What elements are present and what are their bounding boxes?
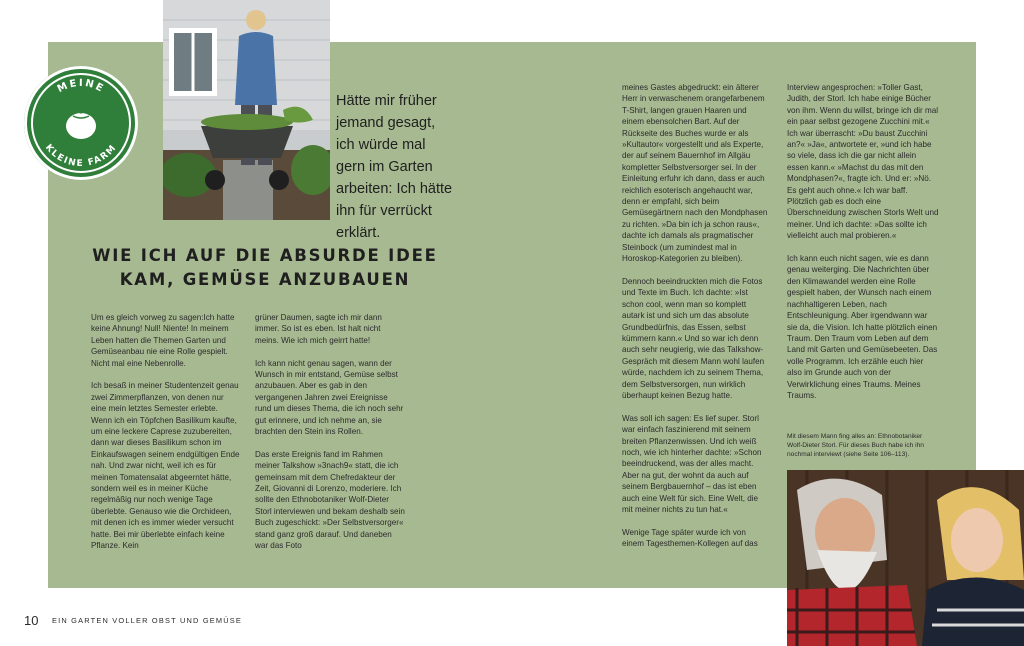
- text-column-1: [91, 312, 241, 563]
- photo-storl-and-author: [787, 470, 1024, 646]
- text-column-4: [787, 82, 939, 413]
- tomato-icon: [66, 108, 96, 139]
- pull-quote: Hätte mir früher jemand gesagt, ich würde mal gern im Garten arbeiten: Ich hätte ihn für verrückt erklärt.: [336, 93, 453, 241]
- heading-line-2: KAM, GEMÜSE ANZUBAUEN: [119, 270, 411, 289]
- paragraph: Um es gleich vorweg zu sagen:Ich hatte keine Ahnung! Null! Niente! In meinem Leben hatten die Themen Garten und Gemüseanbau nie eine Rolle gespielt. Nicht mal eine Nebenrolle.: [91, 313, 235, 368]
- paragraph: Ich besaß in meiner Studentenzeit genau zwei Zimmerpflanzen, von denen nur eine mein letztes Semester erlebte. Wenn ich ein Töpfchen Basilikum kaufte, um eine leckere Caprese zuzubereiten, dann war dieses Basilikum schon im Einkaufswagen seinem endgültigen Ende nah. Und zwar nicht, weil ich es für meinen Tomatensalat abgeerntet hätte, sondern weil es in meiner Küche regelmäßig nur noch wenige Tage überlebte. Genauso wie die Orchideen, mit denen ich es immer wieder versucht hatte. Bei mir überlebte einfach keine Pflanze. Kein: [91, 381, 240, 551]
- paragraph: grüner Daumen, sagte ich mir dann immer. So ist es eben. Ist halt nicht meins. Wie ich mich geirrt hatte!: [255, 313, 382, 345]
- photo-caption: Mit diesem Mann fing alles an: Ethnobotaniker Wolf-Dieter Storl. Für dieses Buch habe ich ihn nochmal interviewt (siehe Seite 106–113).: [787, 433, 924, 458]
- paragraph: Was soll ich sagen: Es lief super. Storl war einfach faszinierend mit seinem breiten Pflanzenwissen. Und ich weiß noch, wie ich hinterher dachte: »Schon beeindruckend, was der alles macht. Aber na gut, der wohnt da auch auf seinem Bergbauernhof – das ist eben auch eine Welt für sich. Eine Welt, die mit meiner nichts zu tun hat.«: [622, 413, 762, 514]
- svg-text:KLEINE FARM: [43, 143, 119, 169]
- text-column-2: [255, 312, 405, 563]
- paragraph: Ich kann euch nicht sagen, wie es dann genau weiterging. Die Nachrichten über den Klimawandel werden eine Rolle gespielt haben, der Wunsch nach einem nachhaltigeren Leben, nach Entschleunigung. Aber irgendwann war sie da, die Vision. Ich hatte plötzlich einen Traum. Den Traum vom Leben auf dem Land mit Garten und Gemüsebeeten. Das volle Programm. Ich erzähle euch hier also im Grunde auch von der Verwirklichung eines Traums. Meines Traums.: [787, 254, 938, 400]
- paragraph: Das erste Ereignis fand im Rahmen meiner Talkshow »3nach9« statt, die ich gemeinsam mit dem Chefredakteur der Zeit, Giovanni di Lorenzo, moderiere. Ich sollte den Ethnobotaniker Wolf-Dieter Storl interviewen und bekam deshalb sein Buch zugeschickt: »Der Selbstversorger« stand ganz groß darauf. Und daneben war das Foto: [255, 449, 405, 551]
- photo-woman-wheelbarrow: [163, 0, 330, 220]
- text-column-3: [622, 82, 770, 561]
- running-title: EIN GARTEN VOLLER OBST UND GEMÜSE: [52, 616, 243, 625]
- svg-text:MEINE: [56, 78, 107, 95]
- paragraph: Wenige Tage später wurde ich von einem Tagesthemen-Kollegen auf das: [622, 527, 758, 549]
- paragraph: Ich kann nicht genau sagen, wann der Wunsch in mir entstand, Gemüse selbst anzubauen. Aber es gab in den vergangenen Jahren zwei Ereignisse rund um dieses Thema, die ich noch sehr gut erinnere, und ich nehme an, sie brachten den Stein ins Rollen.: [255, 358, 404, 437]
- paragraph: Interview angesprochen: »Toller Gast, Judith, der Storl. Ich habe einige Bücher von ihm. Wenn du willst, bringe ich dir mal ein paar selbst gezogene Zucchini mit.« Ich war überrascht: »Du baust Zucchini an?« »Ja«, antwortete er, »und ich habe so viele, dass ich die gar nicht allein essen kann.« »Machst du das mit den Mondphasen?«, fragte ich. Und er: »Nö. Es geht auch ohne.« Ich war baff. Plötzlich gab es doch eine Überschneidung zwischen Storls Welt und meiner. Und ich dachte: »Das sollte ich vielleicht auch mal probieren.«: [787, 83, 939, 241]
- badge-bottom-text: KLEINE FARM: [42, 142, 120, 170]
- badge-top-text: MEINE: [55, 77, 107, 96]
- badge-lettering: [24, 66, 138, 180]
- paragraph: meines Gastes abgedruckt: ein älterer Herr in verwaschenem orangefarbenem T-Shirt, langen grauen Haaren und einem ebensolchen Bart. Auf der Rückseite des Buches wurde er als »Kultautor« vorgestellt und als Experte, der auf seinem Bauernhof im Allgäu kompletter Selbstversorger sei. In der Einleitung erfuhr ich dann, dass er auch reichlich esoterisch angehaucht war, denn er empfahl, sich beim Gemüsegärtnern nach den Mondphasen zu richten. »Da bin ich ja schon raus«, dachte ich damals als pragmatischer Steinbock (um zumindest mal in Horoskop-Kategorien zu bleiben).: [622, 83, 768, 264]
- page-number: 10: [24, 613, 39, 628]
- chapter-heading: [70, 244, 460, 292]
- paragraph: Dennoch beeindruckten mich die Fotos und Texte im Buch. Ich dachte: »Ist schon cool, wenn man so komplett autark ist und sich um das absolute Grundbedürfnis, das Essen, selbst kümmern kann.« Und so war ich denn auch sehr neugierig, wie das Talkshow-Gespräch mit diesem Mann wohl laufen würde, nachdem ich zu seinem Thema, dem Selbstversorgen, nun wirklich überhaupt keinen Bezug hatte.: [622, 276, 765, 400]
- meine-kleine-farm-badge: [24, 66, 138, 180]
- heading-line-1: WIE ICH AUF DIE ABSURDE IDEE: [92, 246, 438, 265]
